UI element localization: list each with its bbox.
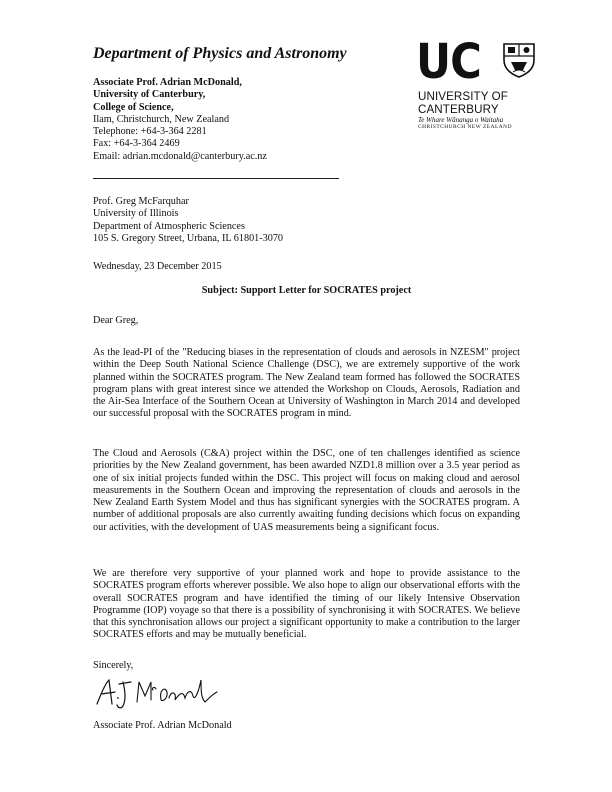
- closing: Sincerely,: [93, 660, 134, 671]
- sender-telephone: Telephone: +64-3-364 2281: [93, 126, 207, 138]
- logo-location: CHRISTCHURCH NEW ZEALAND: [418, 124, 512, 130]
- logo-monogram: UC: [416, 34, 481, 90]
- sender-college: College of Science,: [93, 101, 174, 113]
- logo-university-name: [418, 90, 508, 116]
- sender-fax: Fax: +64-3-364 2469: [93, 138, 180, 150]
- sender-name: Associate Prof. Adrian McDonald,: [93, 77, 242, 88]
- letter-date: Wednesday, 23 December 2015: [93, 261, 222, 272]
- sender-address-block: [93, 77, 267, 163]
- header-divider: [93, 178, 339, 179]
- logo-university-line1: UNIVERSITY OF: [418, 90, 508, 103]
- body-paragraph: The Cloud and Aerosols (C&A) project within the DSC, one of ten challenges identified as science priorities by the New Zealand government, has been awarded NZD1.8 million over a 3.5 year period as one of six initial projects funded within the DSC. This project will focus on making cloud and aerosol measurements in the Southern Ocean and improving the representation of clouds and aerosols in the New Zealand Earth System Model and thus has significant synergies with the SOCRATES program. A number of additional proposals are also currently awaiting funding decisions which focus on expanding our activities, with the development of UAS measurements being a significant focus.: [93, 448, 520, 533]
- logo-university-line2: CANTERBURY: [418, 103, 499, 116]
- recipient-name: Prof. Greg McFarquhar: [93, 196, 189, 207]
- recipient-street: 105 S. Gregory Street, Urbana, IL 61801-3070: [93, 232, 284, 244]
- university-logo: [416, 34, 544, 130]
- signer-name: Associate Prof. Adrian McDonald: [93, 720, 232, 731]
- handwritten-signature: [93, 676, 223, 710]
- department-heading: Department of Physics and Astronomy: [93, 45, 347, 62]
- recipient-university: University of Illinois: [93, 208, 179, 220]
- body-paragraph: We are therefore very supportive of your planned work and hope to provide assistance to the SOCRATES program efforts wherever possible. We also hope to align our observational efforts with the overall SOCRATES program and have identified the timing of our likely Intensive Observation Programme (IOP) voyage so that there is a possibility of synchronising it with SOCRATES. We believe that this synchronisation allows our project a significant opportunity to make a contribution to the larger SOCRATES efforts and may be mutually beneficial.: [93, 568, 520, 641]
- body-paragraph: As the lead-PI of the "Reducing biases in the representation of clouds and aerosols in NZESM" project within the Deep South National Science Challenge (DSC), we are extremely supportive of the work planned within the SOCRATES program. The New Zealand team formed has followed the SOCRATES program plans with great interest since we attended the Workshop on Clouds, Aerosols, Radiation and the Air-Sea Interface of the Southern Ocean at University of Washington in March 2014 and developed our successful proposal with the SOCRATES program in mind.: [93, 347, 520, 420]
- recipient-department: Department of Atmospheric Sciences: [93, 220, 245, 232]
- letter-subject: Subject: Support Letter for SOCRATES project: [201, 285, 412, 296]
- logo-maori-name: Te Whare Wānanga o Waitaha: [418, 116, 504, 124]
- sender-email: Email: adrian.mcdonald@canterbury.ac.nz: [93, 150, 267, 162]
- salutation: Dear Greg,: [93, 315, 139, 326]
- sender-university: University of Canterbury,: [93, 89, 206, 101]
- crest-icon: [501, 42, 537, 78]
- sender-location: Ilam, Christchurch, New Zealand: [93, 113, 230, 125]
- recipient-address-block: [93, 196, 283, 245]
